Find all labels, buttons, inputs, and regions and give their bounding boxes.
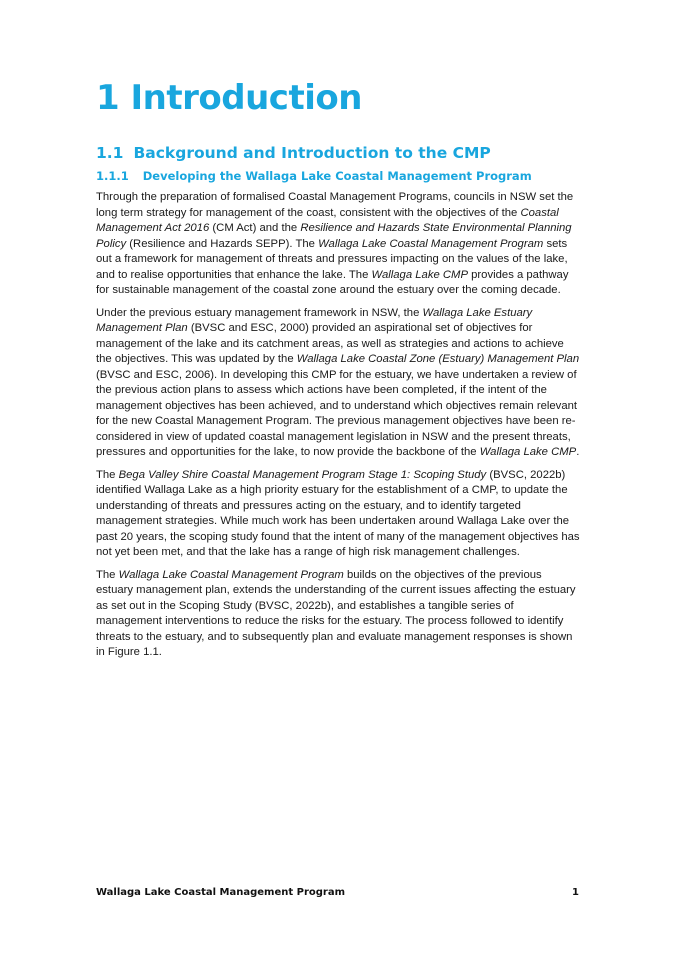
- italic-citation: Wallaga Lake Estuary Management Plan: [96, 306, 533, 334]
- body-text: [96, 190, 581, 668]
- text-run: builds on the objectives of the previous estuary management plan, extends the understanding of the current issues affecting the estuary as set out in the Scoping Study (BVSC, 2022b), and establishes a tangible series of management interventions to reduce the risks for the estuary. The process followed to identify threats to the estuary, and to subsequently plan and evaluate management responses is shown in Figure 1.1.: [96, 568, 576, 658]
- text-run: sets out a framework for management of threats and pressures impacting on the values of the lake, and to realise opportunities that enhance the lake. The: [96, 237, 568, 281]
- italic-citation: Coastal Management Act 2016: [96, 206, 559, 234]
- footer-document-title: Wallaga Lake Coastal Management Program: [96, 887, 346, 898]
- text-run: The: [96, 468, 119, 481]
- text-run: Through the preparation of formalised Coastal Management Programs, councils in NSW set the long term strategy for management of the coast, consistent with the objectives of the: [96, 191, 574, 219]
- italic-citation: Bega Valley Shire Coastal Management Program Stage 1: Scoping Study: [118, 468, 487, 481]
- subsection-heading: [96, 169, 532, 183]
- italic-citation: Wallaga Lake CMP: [371, 268, 468, 281]
- paragraph: [96, 568, 581, 661]
- text-run: (CM Act) and the: [209, 222, 301, 234]
- paragraph: [96, 190, 581, 299]
- text-run: provides a pathway for sustainable management of the coastal zone around the estuary over the coming decade.: [96, 268, 569, 296]
- text-run: (Resilience and Hazards SEPP). The: [126, 237, 319, 250]
- text-run: (BVSC, 2022b) identified Wallaga Lake as a high priority estuary for the establishment of a CMP, to update the understanding of threats and pressures acting on the estuary, and to identify targeted management strategies. While much work has been undertaken around Wallaga Lake over the past 20 years, the scoping study found that the intent of many of the management objectives has not yet been met, and that the lake has a range of high risk management challenges.: [96, 468, 580, 558]
- section-title: Background and Introduction to the CMP: [133, 144, 491, 162]
- text-run: Under the previous estuary management framework in NSW, the: [96, 306, 423, 319]
- italic-citation: Wallaga Lake Coastal Management Program: [318, 237, 544, 250]
- subsection-number: 1.1.1: [96, 169, 129, 183]
- section-number: 1.1: [96, 144, 124, 162]
- italic-citation: Wallaga Lake CMP: [479, 446, 577, 458]
- paragraph: [96, 306, 581, 461]
- italic-citation: Wallaga Lake Coastal Management Program: [118, 568, 344, 581]
- text-run: (BVSC and ESC, 2000) provided an aspirational set of objectives for management of the lake and its catchment areas, as well as strategies and actions to achieve the objectives. This was updated by the: [96, 322, 564, 365]
- chapter-title: [96, 78, 362, 118]
- italic-citation: Wallaga Lake Coastal Zone (Estuary) Management Plan: [296, 353, 580, 365]
- chapter-title-text: Introduction: [130, 78, 362, 118]
- chapter-number: 1: [96, 78, 120, 118]
- subsection-title: Developing the Wallaga Lake Coastal Management Program: [142, 169, 532, 183]
- text-run: .: [576, 446, 580, 458]
- text-run: (BVSC and ESC, 2006). In developing this CMP for the estuary, we have undertaken a review of the previous action plans to assess which actions have been completed, if the intent of the management objectives has been achieved, and to understand which objectives remain relevant for the new Coastal Management Program. The previous management objectives have been re-considered in view of updated coastal management legislation in NSW and the present threats, pressures and opportunities for the lake, to now provide the backbone of the: [96, 368, 578, 458]
- paragraph: [96, 468, 581, 561]
- section-heading: [96, 144, 491, 162]
- italic-citation: Resilience and Hazards State Environmental Planning Policy: [96, 222, 572, 250]
- text-run: The: [96, 568, 119, 581]
- footer-page-number: 1: [572, 887, 579, 898]
